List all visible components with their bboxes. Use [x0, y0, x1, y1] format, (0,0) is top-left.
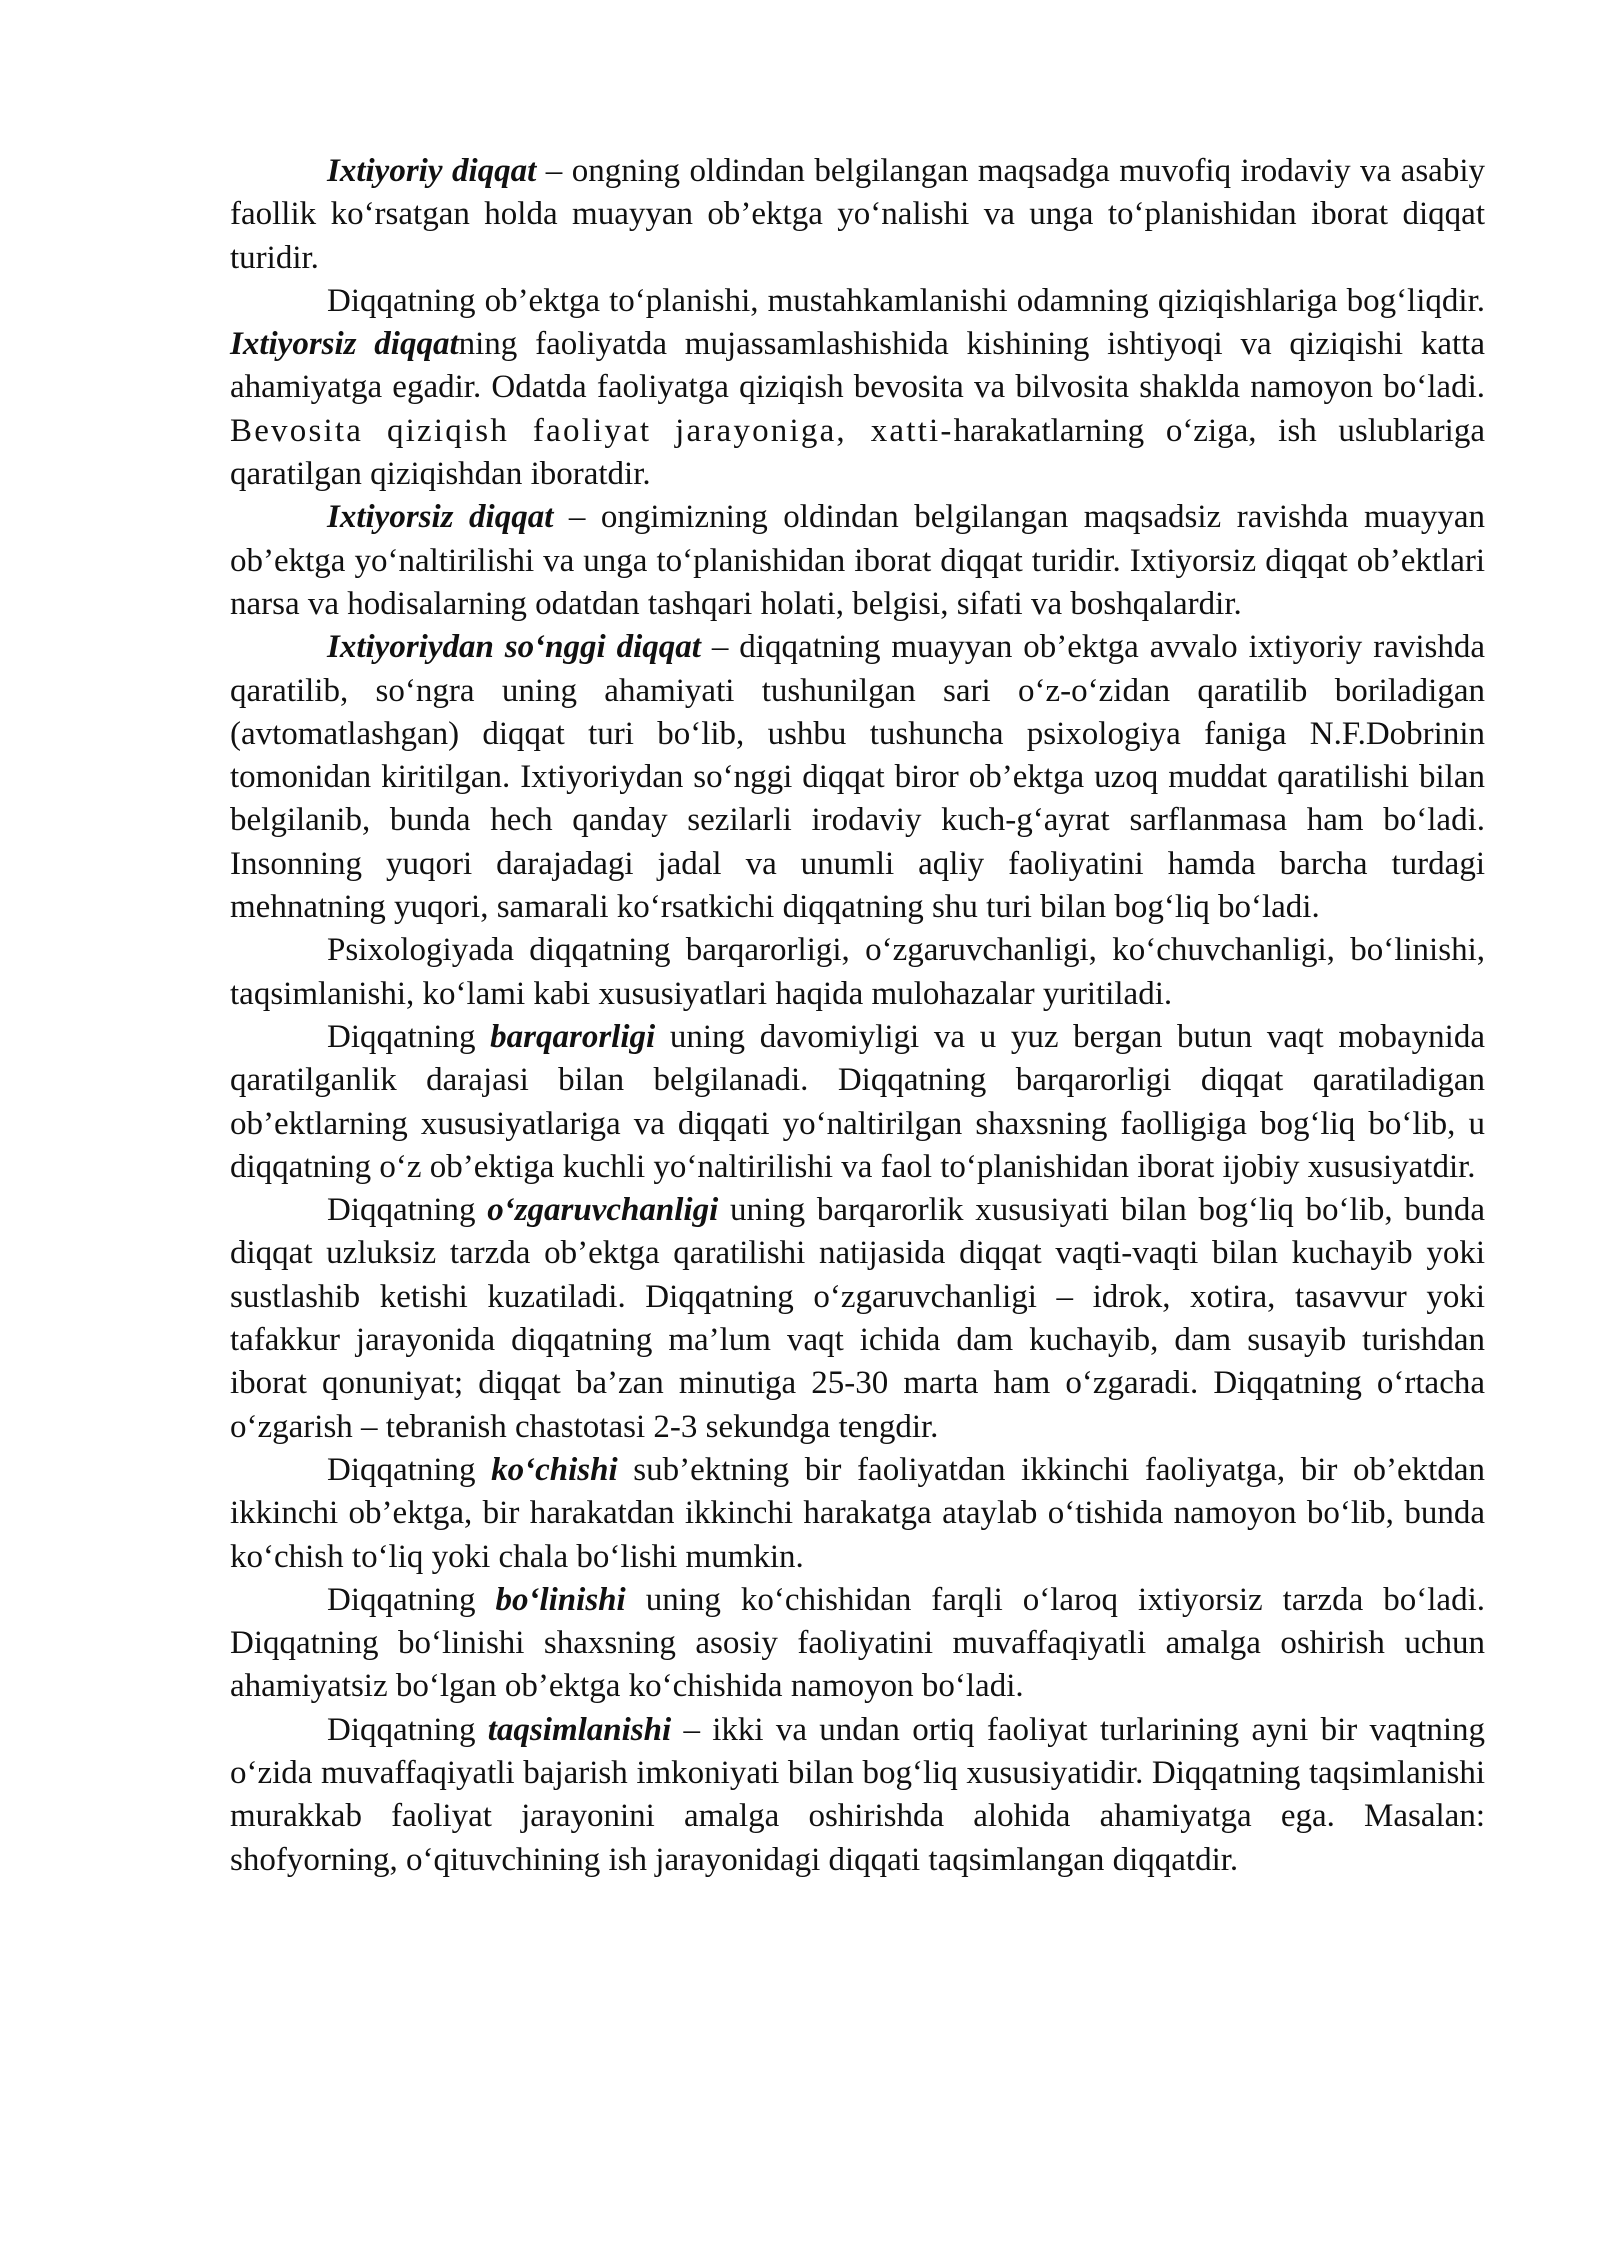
- paragraph: [230, 1579, 1485, 1709]
- term-heading: Ixtiyorsiz diqqat: [230, 326, 459, 363]
- paragraph-text: – ongning oldindan belgilangan maqsadga muvofiq irodaviy va asabiy faollik ko‘rsatgan holda muayyan ob’ektga yo‘nalishi va unga to‘planishidan iborat diqqat turidir.: [230, 153, 1485, 276]
- term-heading: Ixtiyoriydan so‘nggi diqqat: [327, 629, 701, 666]
- paragraph-text: – ongimizning oldindan belgilangan maqsadsiz ravishda muayyan ob’ektga yo‘naltirilishi va unga to‘planishidan iborat diqqat turidir. Ixtiyorsiz diqqat ob’ektlari narsa va hodisalarning odatdan tashqari holati, belgisi, sifati va boshqalardir.: [230, 499, 1485, 622]
- term-heading: o‘zgaruvchanligi: [487, 1192, 719, 1229]
- document-body: [230, 150, 1485, 1882]
- paragraph-text: harakatlarning o‘ziga, ish uslublariga qaratilgan qiziqishdan iboratdir.: [230, 412, 1485, 493]
- paragraph-text: – diqqatning muayyan ob’ektga avvalo ixtiyoriy ravishda qaratilib, so‘ngra uning ahamiyati tushunilgan sari o‘z-o‘zidan qaratilib boriladigan (avtomatlashgan) diqqat turi bo‘lib, ushbu tushuncha psixologiya faniga N.F.Dobrinin tomonidan kiritilgan. Ixtiyoriydan so‘nggi diqqat biror ob’ektga uzoq muddat qaratilishi bilan belgilanib, bunda hech qanday sezilarli irodaviy kuch-g‘ayrat sarflanmasa ham bo‘ladi. Insonning yuqori darajadagi jadal va unumli aqliy faoliyatini hamda barcha turdagi mehnatning yuqori, samarali ko‘rsatkichi diqqatning shu turi bilan bog‘liq bo‘ladi.: [230, 629, 1485, 926]
- paragraph: [230, 1189, 1485, 1449]
- paragraph-text: uning davomiyligi va u yuz bergan butun vaqt mobaynida qaratilganlik darajasi bilan belgilanadi. Diqqatning barqarorligi diqqat qaratiladigan ob’ektlarning xususiyatlariga va diqqati yo‘naltirilgan shaxsning faolligiga bog‘liq bo‘lib, u diqqatning o‘z ob’ektiga kuchli yo‘naltirilishi va faol to‘planishidan iborat ijobiy xususiyatdir.: [230, 1018, 1485, 1185]
- term-heading: ko‘chishi: [491, 1451, 618, 1488]
- paragraph: [230, 1016, 1485, 1189]
- paragraph-text: Diqqatning: [327, 1711, 488, 1748]
- paragraph-text: Diqqatning: [327, 1451, 492, 1488]
- term-heading: Ixtiyorsiz diqqat: [327, 499, 554, 536]
- paragraph-text: Diqqatning: [327, 1581, 496, 1618]
- paragraph: [230, 280, 1485, 496]
- paragraph-text: Diqqatning: [327, 1192, 488, 1229]
- paragraph: [230, 626, 1485, 929]
- term-heading: barqarorligi: [490, 1018, 656, 1055]
- term-heading: bo‘linishi: [495, 1581, 626, 1618]
- paragraph-text: Psixologiyada diqqatning barqarorligi, o‘zgaruvchanligi, ko‘chuvchanligi, bo‘linishi, taqsimlanishi, ko‘lami kabi xususiyatlari haqida mulohazalar yuritiladi.: [230, 932, 1485, 1012]
- paragraph: [230, 1449, 1485, 1579]
- paragraph: [230, 150, 1485, 280]
- paragraph-text: ning faoliyatda mujassamlashishida kishining ishtiyoqi va qiziqishi katta ahamiyatga egadir. Odatda faoliyatga qiziqish bevosita va bilvosita shaklda namoyon bo‘ladi.: [230, 326, 1485, 406]
- term-heading: taqsimlanishi: [487, 1711, 672, 1748]
- paragraph-text: sub’ektning bir faoliyatdan ikkinchi faoliyatga, bir ob’ektdan ikkinchi ob’ektga, bir harakatdan ikkinchi harakatga ataylab o‘tishida namoyon bo‘lib, bunda ko‘chish to‘liq yoki chala bo‘lishi mumkin.: [230, 1451, 1485, 1575]
- paragraph-text: – ikki va undan ortiq faoliyat turlarining ayni bir vaqtning o‘zida muvaffaqiyatli bajarish imkoniyati bilan bog‘liq xususiyatidir. Diqqatning taqsimlanishi murakkab faoliyat jarayonini amalga oshirishda alohida ahamiyatga ega. Masalan: shofyorning, o‘qituvchining ish jarayonidagi diqqati taqsimlangan diqqatdir.: [230, 1711, 1485, 1878]
- paragraph: [230, 496, 1485, 626]
- paragraph-text: Diqqatning ob’ektga to‘planishi, mustahkamlanishi odamning qiziqishlariga bog‘liqdir.: [327, 282, 1485, 319]
- term-heading: Ixtiyoriy diqqat: [327, 153, 537, 189]
- paragraph: [230, 1709, 1485, 1882]
- paragraph-text: uning ko‘chishidan farqli o‘laroq ixtiyorsiz tarzda bo‘ladi. Diqqatning bo‘linishi shaxsning asosiy faoliyatini muvaffaqiyatli amalga oshirish uchun ahamiyatsiz bo‘lgan ob’ektga ko‘chishida namoyon bo‘ladi.: [230, 1581, 1485, 1705]
- paragraph-text: Bevosita qiziqish faoliyat jarayoniga, xatti-: [230, 412, 954, 449]
- paragraph-text: uning barqarorlik xususiyati bilan bog‘liq bo‘lib, bunda diqqat uzluksiz tarzda ob’ektga qaratilishi natijasida diqqat vaqti-vaqti bilan kuchayib yoki sustlashib ketishi kuzatiladi. Diqqatning o‘zgaruvchanligi – idrok, xotira, tasavvur yoki tafakkur jarayonida diqqatning ma’lum vaqt ichida dam kuchayib, dam susayib turishdan iborat qonuniyat; diqqat ba’zan minutiga 25-30 marta ham o‘zgaradi. Diqqatning o‘rtacha o‘zgarish – tebranish chastotasi 2-3 sekundga tengdir.: [230, 1192, 1486, 1445]
- paragraph: [230, 929, 1485, 1016]
- paragraph-text: Diqqatning: [327, 1018, 491, 1055]
